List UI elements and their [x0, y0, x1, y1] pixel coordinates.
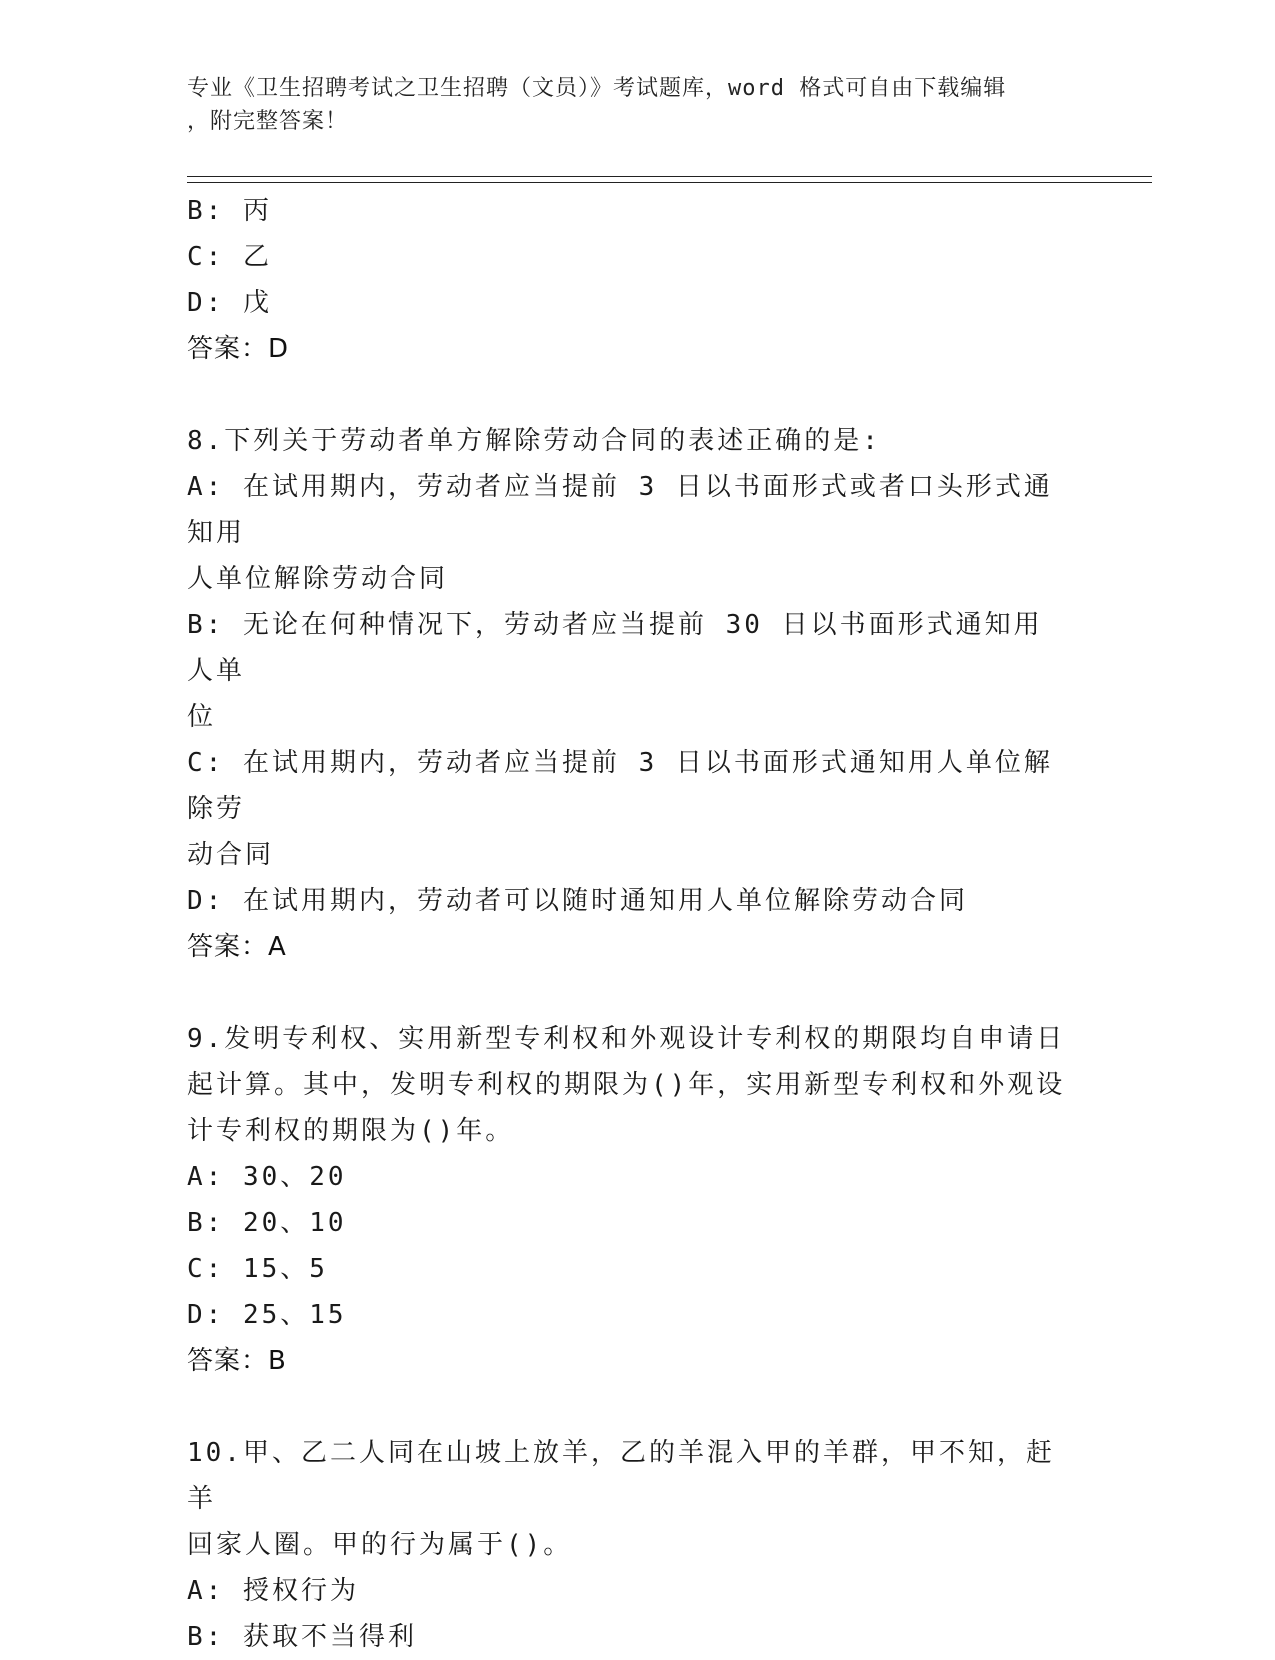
option-b: B: 20、10 [187, 1208, 347, 1238]
option-c: C: 15、5 [187, 1254, 328, 1284]
question-list [187, 188, 1067, 1660]
question-7-tail [187, 188, 1067, 372]
option-b: B: 无论在何种情况下，劳动者应当提前 30 日以书面形式通知用人单 [187, 610, 1043, 686]
answer-label: 答案：B [187, 1346, 287, 1376]
question-stem-cont: 起计算。其中，发明专利权的期限为()年，实用新型专利权和外观设 [187, 1070, 1066, 1100]
spacer [187, 372, 1067, 418]
document-header [187, 72, 1067, 138]
option-a-cont: 人单位解除劳动合同 [187, 564, 449, 594]
option-b-cont: 位 [187, 702, 217, 732]
question-stem: 8.下列关于劳动者单方解除劳动合同的表述正确的是: [187, 426, 881, 456]
option-b: B: 获取不当得利 [187, 1622, 417, 1652]
header-rule-bottom [187, 182, 1152, 183]
option-b: B: 丙 [187, 196, 272, 226]
question-9 [187, 1016, 1067, 1384]
option-d: D: 戊 [187, 288, 272, 318]
question-stem: 9.发明专利权、实用新型专利权和外观设计专利权的期限均自申请日 [187, 1024, 1066, 1054]
option-c-cont: 动合同 [187, 840, 275, 870]
question-10 [187, 1430, 1067, 1660]
option-d: D: 25、15 [187, 1300, 347, 1330]
answer-label: 答案：D [187, 334, 290, 364]
option-d: D: 在试用期内，劳动者可以随时通知用人单位解除劳动合同 [187, 886, 968, 916]
option-a: A: 授权行为 [187, 1576, 359, 1606]
header-rule-top [187, 176, 1152, 177]
option-a: A: 30、20 [187, 1162, 347, 1192]
question-stem-cont: 回家人圈。甲的行为属于()。 [187, 1530, 573, 1560]
header-line-1: 专业《卫生招聘考试之卫生招聘（文员）》考试题库，word 格式可自由下载编辑 [187, 76, 1007, 101]
question-stem-cont: 计专利权的期限为()年。 [187, 1116, 515, 1146]
option-a: A: 在试用期内，劳动者应当提前 3 日以书面形式或者口头形式通知用 [187, 472, 1053, 548]
header-line-2: ，附完整答案！ [187, 109, 349, 134]
option-c: C: 乙 [187, 242, 272, 272]
spacer [187, 1384, 1067, 1430]
spacer [187, 970, 1067, 1016]
question-stem: 10.甲、乙二人同在山坡上放羊，乙的羊混入甲的羊群，甲不知，赶羊 [187, 1438, 1055, 1514]
answer-label: 答案：A [187, 932, 287, 962]
option-c: C: 在试用期内，劳动者应当提前 3 日以书面形式通知用人单位解除劳 [187, 748, 1053, 824]
question-8 [187, 418, 1067, 970]
